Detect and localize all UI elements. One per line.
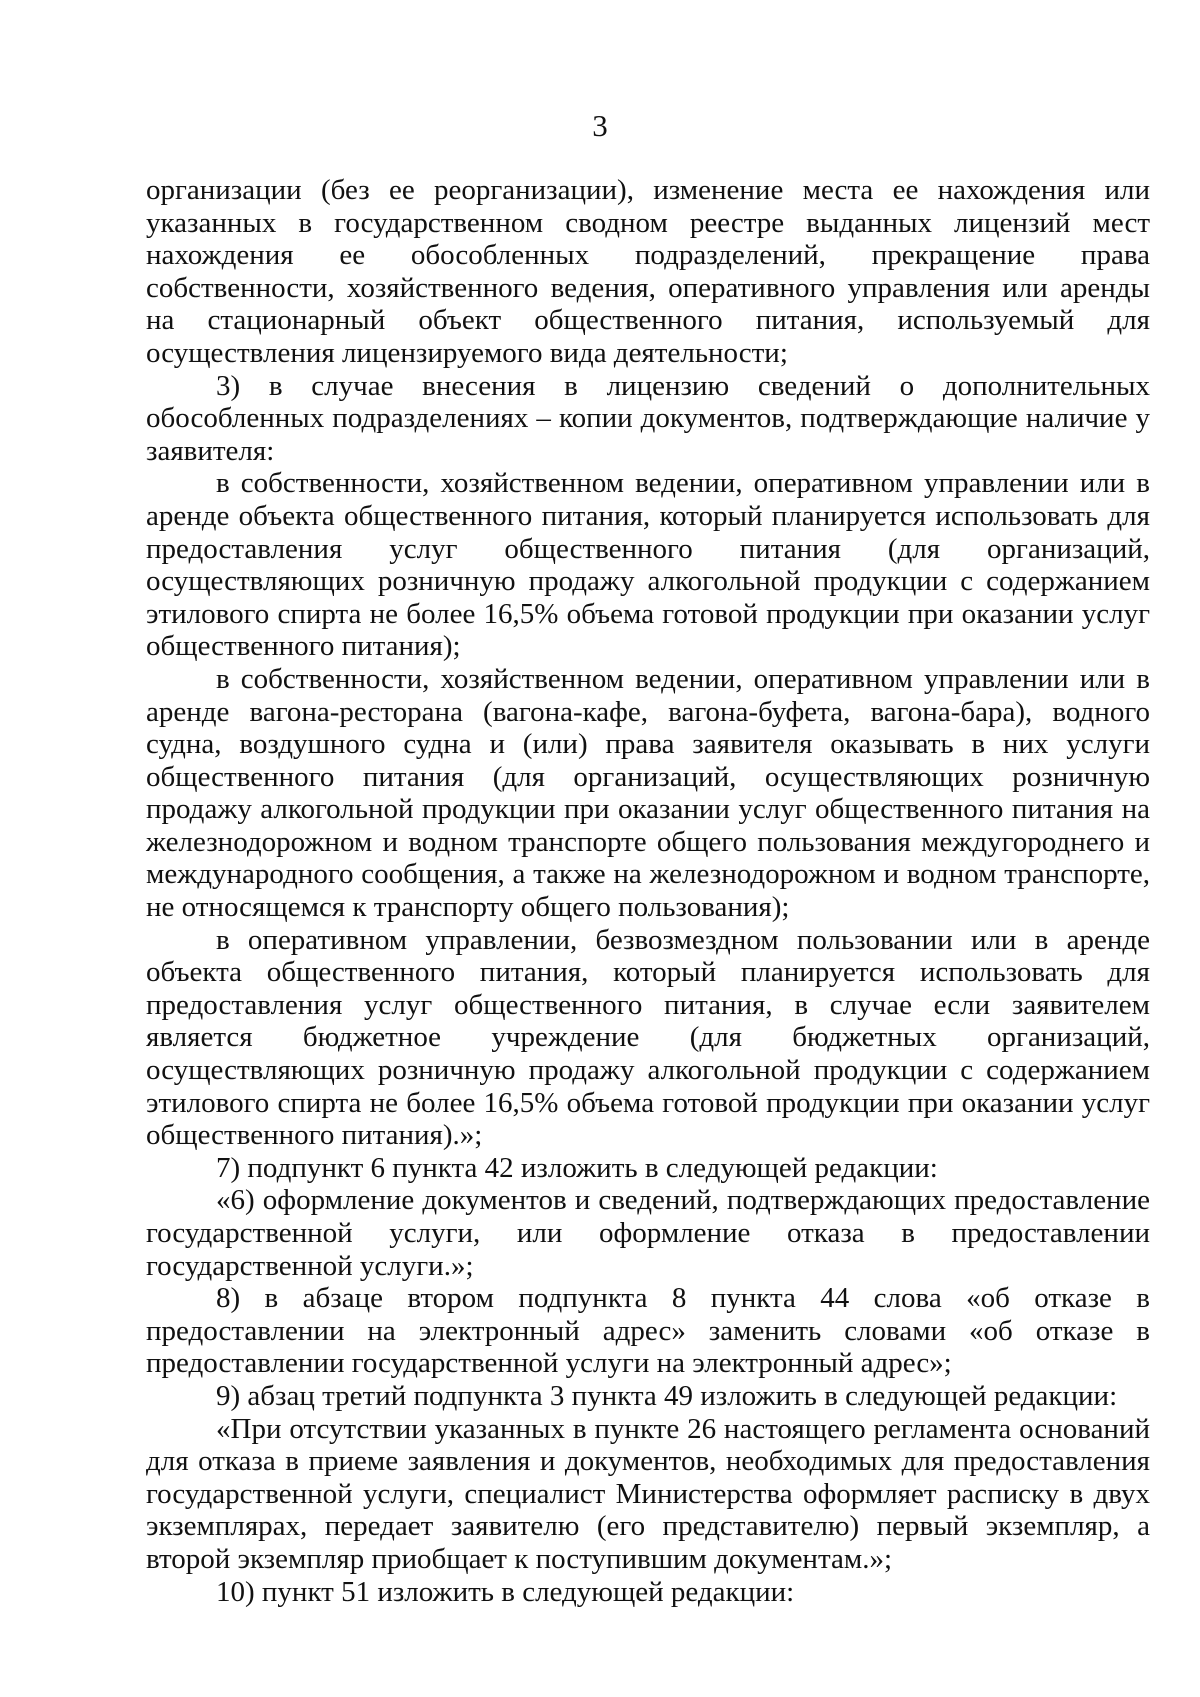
paragraph-transport-catering: в собственности, хозяйственном ведении, оперативном управлении или в аренде вагона-ресторана (вагона-кафе, вагона-буфета, вагона-бара), водного судна, воздушного судна и (или) права заявителя оказывать в них услуги общественного питания (для организаций, осуществляющих розничную продажу алкогольной продукции при оказании услуг общественного питания на железнодорожном и водном транспорте общего пользования междугороднего и международного сообщения, а также на железнодорожном и водном транспорте, не относящемся к транспорту общего пользования); xyxy=(146,662,1150,924)
paragraph-item-7: 7) подпункт 6 пункта 42 изложить в следующей редакции: xyxy=(216,1151,938,1184)
page-number: 3 xyxy=(592,108,608,143)
paragraph-budget-institution: в оперативном управлении, безвозмездном пользовании или в аренде объекта общественного питания, который планируется использовать для предоставления услуг общественного питания, в случае если заявителем является бюджетное учреждение (для бюджетных организаций, осуществляющих розничную продажу алкогольной продукции с содержанием этилового спирта не более 16,5% объема готовой продукции при оказании услуг общественного питания).»; xyxy=(146,923,1150,1152)
paragraph-item-8: 8) в абзаце втором подпункта 8 пункта 44 слова «об отказе в предоставлении на электронный адрес» заменить словами «об отказе в предоставлении государственной услуги на электронный адрес»; xyxy=(146,1282,1150,1380)
paragraph-item-9: 9) абзац третий подпункта 3 пункта 49 изложить в следующей редакции: xyxy=(216,1379,1118,1412)
paragraph-item-10: 10) пункт 51 изложить в следующей редакции: xyxy=(216,1575,795,1608)
paragraph-quote-6: «6) оформление документов и сведений, подтверждающих предоставление государственной услуги, или оформление отказа в предоставлении государственной услуги.»; xyxy=(146,1184,1150,1282)
paragraph-quote-receipt: «При отсутствии указанных в пункте 26 настоящего регламента оснований для отказа в приеме заявления и документов, необходимых для предоставления государственной услуги, специалист Министерства оформляет расписку в двух экземплярах, передает заявителю (его представителю) первый экземпляр, а второй экземпляр приобщает к поступившим документам.»; xyxy=(146,1412,1150,1575)
document-body xyxy=(146,174,1150,1608)
paragraph-item-3: 3) в случае внесения в лицензию сведений о дополнительных обособленных подразделениях – копии документов, подтверждающие наличие у заявителя: xyxy=(146,369,1150,467)
paragraph-continuation: организации (без ее реорганизации), изменение места ее нахождения или указанных в государственном сводном реестре выданных лицензий мест нахождения ее обособленных подразделений, прекращение права собственности, хозяйственного ведения, оперативного управления или аренды на стационарный объект общественного питания, используемый для осуществления лицензируемого вида деятельности; xyxy=(146,174,1150,369)
paragraph-catering-object: в собственности, хозяйственном ведении, оперативном управлении или в аренде объекта общественного питания, который планируется использовать для предоставления услуг общественного питания (для организаций, осуществляющих розничную продажу алкогольной продукции с содержанием этилового спирта не более 16,5% объема готовой продукции при оказании услуг общественного питания); xyxy=(146,467,1150,663)
